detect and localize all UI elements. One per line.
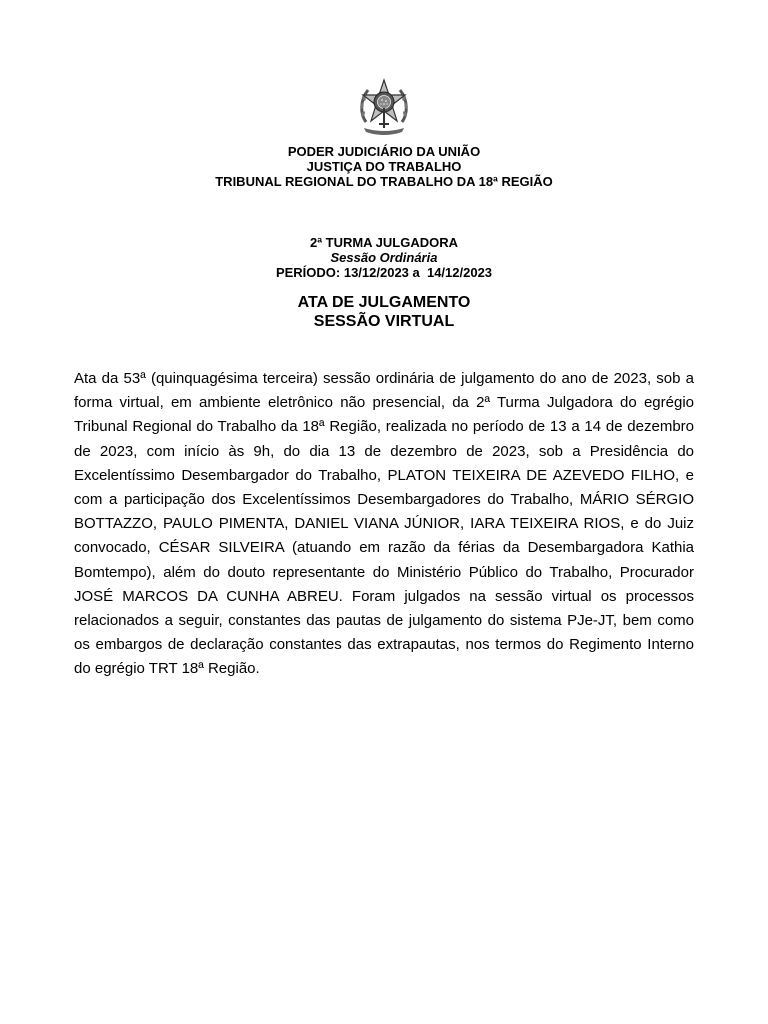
session-turma: 2ª TURMA JULGADORA bbox=[309, 235, 459, 250]
document-header bbox=[0, 144, 768, 189]
header-institution: PODER JUDICIÁRIO DA UNIÃO bbox=[287, 144, 481, 159]
brazil-coat-of-arms-icon bbox=[356, 78, 412, 136]
body-paragraph: Ata da 53ª (quinquagésima terceira) sessão ordinária de julgamento do ano de 2023, sob a forma virtual, em ambiente eletrônico não presencial, da 2ª Turma Julgadora do egrégio Tribunal Regional do Trabalho da 18ª Região, realizada no período de 13 a 14 de dezembro de 2023, com início às 9h, do dia 13 de dezembro de 2023, sob a Presidência do Excelentíssimo Desembargador do Trabalho, PLATON TEIXEIRA DE AZEVEDO FILHO, e com a participação dos Excelentíssimos Desembargadores do Trabalho, MÁRIO SÉRGIO BOTTAZZO, PAULO PIMENTA, DANIEL VIANA JÚNIOR, IARA TEIXEIRA RIOS, e do Juiz convocado, CÉSAR SILVEIRA (atuando em razão da férias da Desembargadora Kathia Bomtempo), além do douto representante do Ministério Público do Trabalho, Procurador JOSÉ MARCOS DA CUNHA ABREU. Foram julgados na sessão virtual os processos relacionados a seguir, constantes das pautas de julgamento do sistema PJe-JT, bem como os embargos de declaração constantes das extrapautas, nos termos do Regimento Interno do egrégio TRT 18ª Região. bbox=[74, 370, 694, 678]
header-justice: JUSTIÇA DO TRABALHO bbox=[306, 159, 462, 174]
title-line-2: SESSÃO VIRTUAL bbox=[313, 313, 455, 330]
session-period: PERÍODO: 13/12/2023 a 14/12/2023 bbox=[275, 265, 493, 280]
title-line-1: ATA DE JULGAMENTO bbox=[297, 294, 471, 311]
session-type: Sessão Ordinária bbox=[330, 250, 438, 265]
session-info bbox=[0, 235, 768, 280]
document-title bbox=[0, 293, 768, 331]
header-tribunal: TRIBUNAL REGIONAL DO TRABALHO DA 18ª REGIÃO bbox=[215, 174, 553, 189]
